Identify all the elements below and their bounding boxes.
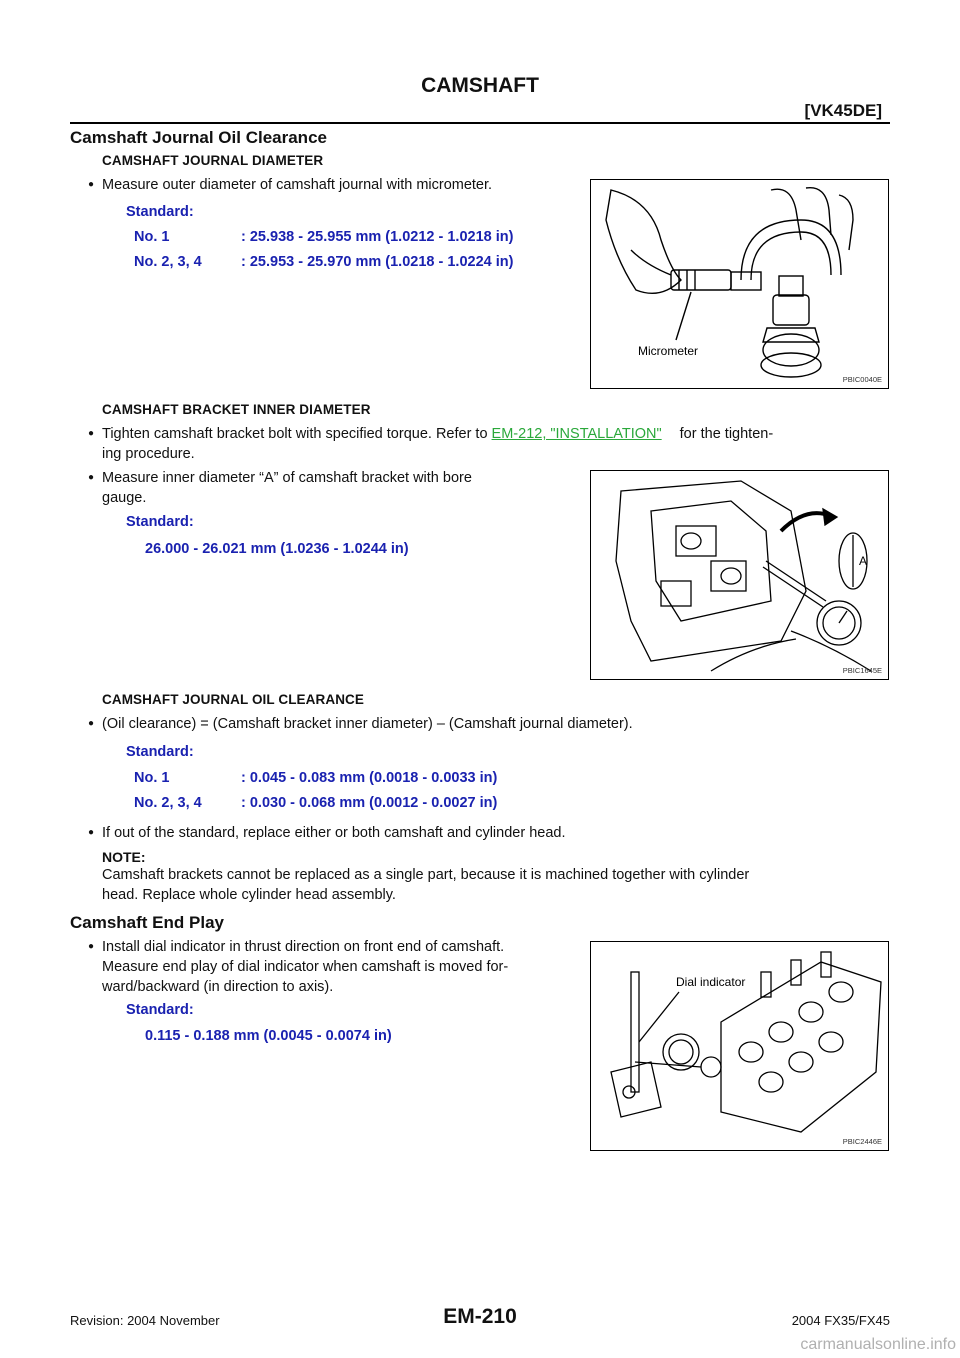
instruction-text: gauge. [102, 490, 147, 506]
spec-key: No. 1 [134, 770, 170, 786]
section-heading-end-play: Camshaft End Play [70, 913, 224, 932]
subheading-bracket-inner-diameter: CAMSHAFT BRACKET INNER DIAMETER [102, 402, 371, 417]
dial-indicator-illustration [591, 942, 888, 1150]
standard-label: Standard: [126, 514, 194, 530]
instruction-text: Measure end play of dial indicator when camshaft is moved for- [102, 959, 509, 975]
subheading-journal-diameter: CAMSHAFT JOURNAL DIAMETER [102, 153, 324, 168]
bullet-dot: ● [88, 428, 95, 439]
vehicle-model: 2004 FX35/FX45 [791, 1313, 890, 1328]
standard-label: Standard: [126, 1002, 194, 1018]
instruction-text: Measure inner diameter “A” of camshaft bracket with bore [102, 470, 472, 486]
bullet-dot: ● [88, 472, 95, 483]
instruction-text-part: for the tighten- [679, 426, 774, 442]
spec-key: No. 2, 3, 4 [134, 795, 202, 811]
instruction-text [102, 424, 892, 444]
installation-link[interactable]: EM-212, "INSTALLATION" [491, 426, 662, 442]
bullet-dot: ● [88, 941, 95, 952]
figure-code: PBIC2446E [842, 1137, 882, 1146]
instruction-text: ward/backward (in direction to axis). [102, 979, 334, 995]
page-title: CAMSHAFT [421, 74, 539, 97]
figure-code: PBIC0040E [842, 375, 882, 384]
instruction-text: Measure outer diameter of camshaft journal with micrometer. [102, 177, 493, 193]
bullet-dot: ● [88, 718, 95, 729]
standard-label: Standard: [126, 204, 194, 220]
figure-label: Dial indicator [676, 975, 746, 989]
spec-key: No. 1 [134, 229, 170, 245]
instruction-text: ing procedure. [102, 446, 195, 462]
instruction-text: (Oil clearance) = (Camshaft bracket inner diameter) – (Camshaft journal diameter). [102, 716, 633, 732]
spec-value: : 25.953 - 25.970 mm (1.0218 - 1.0224 in) [241, 254, 514, 270]
spec-value: : 0.030 - 0.068 mm (0.0012 - 0.0027 in) [241, 795, 498, 811]
note-text: head. Replace whole cylinder head assembly. [102, 887, 396, 903]
revision-text: Revision: 2004 November [70, 1313, 220, 1328]
bullet-dot: ● [88, 827, 95, 838]
header-rule [70, 122, 890, 124]
bore-gauge-illustration [591, 471, 888, 679]
instruction-text: If out of the standard, replace either or both camshaft and cylinder head. [102, 825, 566, 841]
figure-label: A [859, 554, 868, 568]
figure-label: Micrometer [638, 344, 699, 358]
section-heading-journal-oil-clearance: Camshaft Journal Oil Clearance [70, 128, 327, 147]
spec-key: No. 2, 3, 4 [134, 254, 202, 270]
figure-dial-indicator [590, 941, 889, 1151]
spec-value: : 25.938 - 25.955 mm (1.0212 - 1.0218 in) [241, 229, 514, 245]
bullet-dot: ● [88, 179, 95, 190]
micrometer-illustration [591, 180, 888, 388]
note-label: NOTE: [102, 849, 146, 865]
engine-model: [VK45DE] [804, 101, 882, 120]
page-number: EM-210 [443, 1305, 517, 1328]
figure-code: PBIC1645E [842, 666, 882, 675]
spec-value: : 0.045 - 0.083 mm (0.0018 - 0.0033 in) [241, 770, 498, 786]
note-text: Camshaft brackets cannot be replaced as a single part, because it is machined together with cylinder [102, 867, 750, 883]
figure-micrometer [590, 179, 889, 389]
watermark: carmanualsonline.info [800, 1336, 956, 1353]
spec-value: 26.000 - 26.021 mm (1.0236 - 1.0244 in) [145, 541, 409, 557]
standard-label: Standard: [126, 744, 194, 760]
subheading-journal-oil-clearance: CAMSHAFT JOURNAL OIL CLEARANCE [102, 692, 365, 707]
spec-value: 0.115 - 0.188 mm (0.0045 - 0.0074 in) [145, 1028, 392, 1044]
figure-bore-gauge [590, 470, 889, 680]
instruction-text: Install dial indicator in thrust direction on front end of camshaft. [102, 939, 505, 955]
instruction-text-part: Tighten camshaft bracket bolt with specified torque. Refer to [102, 426, 492, 442]
